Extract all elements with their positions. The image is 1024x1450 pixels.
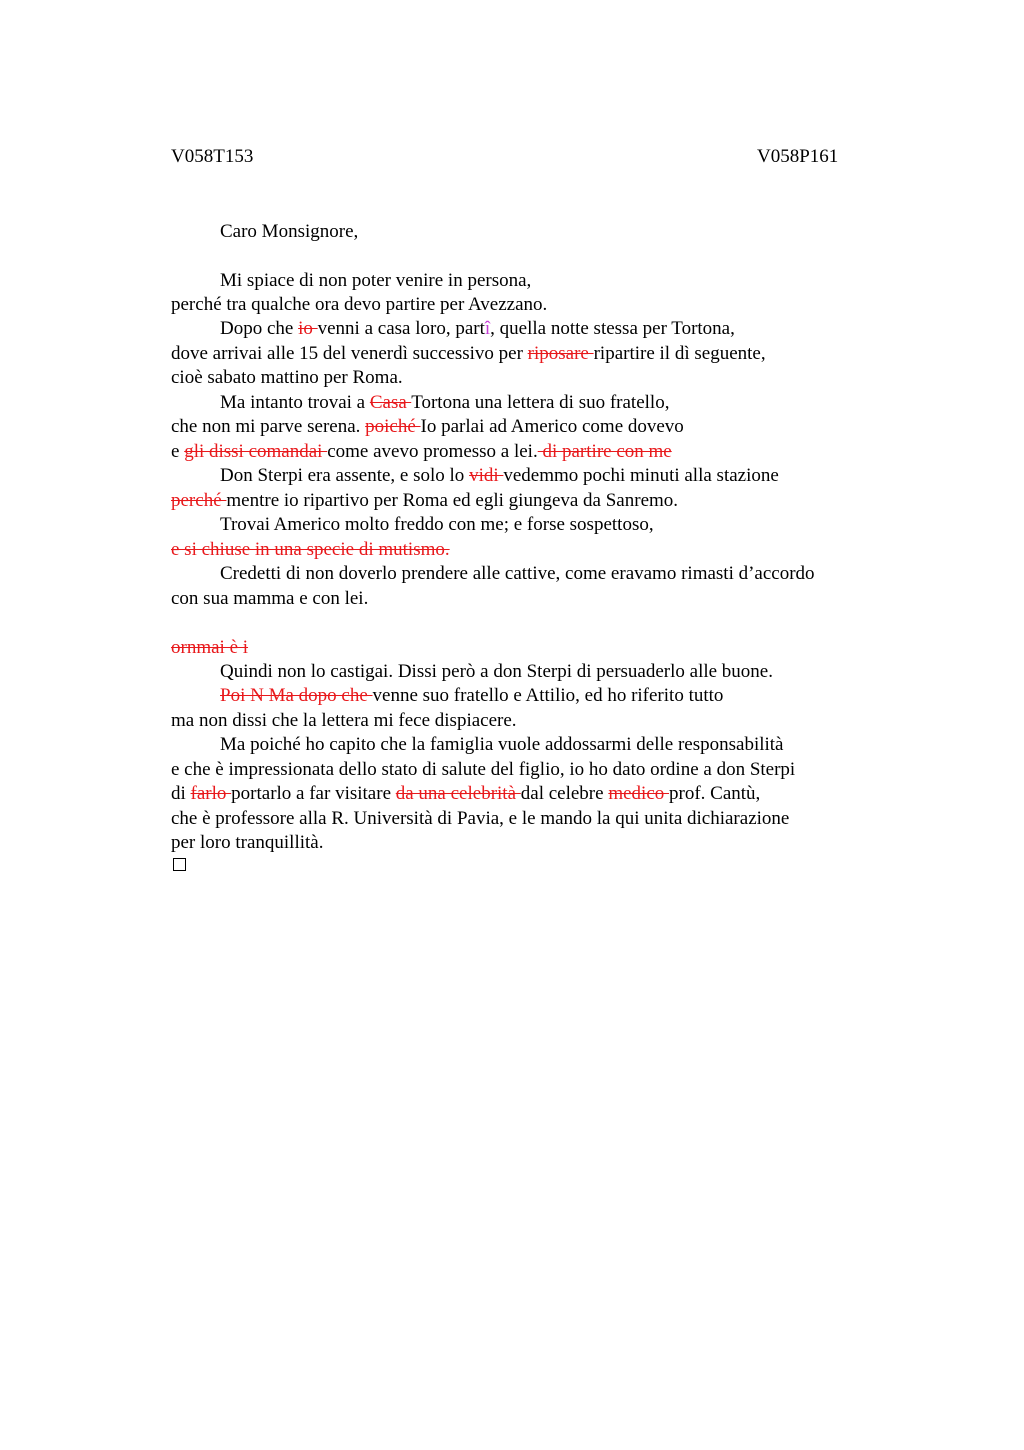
text-segment: , quella notte stessa per Tortona, <box>490 318 735 339</box>
text-segment: Mi spiace di non poter venire in persona, <box>220 270 532 291</box>
letter-line <box>220 391 669 415</box>
text-segment: Don Sterpi era assente, e solo lo <box>220 465 470 486</box>
deleted-text: perché <box>171 490 227 511</box>
letter-line <box>171 636 248 660</box>
deleted-text: Poi N Ma dopo che <box>220 685 373 706</box>
header-left-code: V058T153 <box>171 146 254 167</box>
letter-line <box>171 831 323 855</box>
letter-line <box>171 440 672 464</box>
text-segment: Trovai Americo molto freddo con me; e forse sospettoso, <box>220 514 654 535</box>
deleted-text: di partire con me <box>537 441 672 462</box>
text-segment: venni a casa loro, part <box>317 318 485 339</box>
deleted-text: farlo <box>190 783 232 804</box>
deleted-text: io <box>298 318 318 339</box>
deleted-text: medico <box>608 783 670 804</box>
letter-line <box>220 562 815 586</box>
text-segment: Ma intanto trovai a <box>220 392 370 413</box>
letter-line <box>220 513 654 537</box>
letter-line <box>171 415 684 439</box>
letter-line <box>171 709 517 733</box>
text-segment: di <box>171 783 191 804</box>
letter-line <box>220 317 735 341</box>
letter-line <box>220 464 779 488</box>
text-segment: vedemmo pochi minuti alla stazione <box>503 465 779 486</box>
letter-line <box>171 489 678 513</box>
letter-line <box>171 293 547 317</box>
deleted-text: ornmai è i <box>171 637 249 658</box>
text-segment: Dopo che <box>220 318 299 339</box>
text-segment: ma non dissi che la lettera mi fece dispiacere. <box>171 710 517 731</box>
text-segment: con sua mamma e con lei. <box>171 588 369 609</box>
salutation: Caro Monsignore, <box>220 221 359 242</box>
text-segment: come avevo promesso a lei. <box>327 441 538 462</box>
letter-line <box>171 366 403 390</box>
text-segment: Credetti di non doverlo prendere alle cattive, come eravamo rimasti d’accordo <box>220 563 815 584</box>
deleted-text: poiché <box>365 416 421 437</box>
text-segment: Tortona una lettera di suo fratello, <box>411 392 670 413</box>
text-segment: che non mi parve serena. <box>171 416 366 437</box>
text-segment: venne suo fratello e Attilio, ed ho riferito tutto <box>372 685 724 706</box>
header-right-code: V058P161 <box>757 146 839 167</box>
letter-line <box>171 538 450 562</box>
deleted-text: da una celebrità <box>395 783 521 804</box>
text-segment: mentre io ripartivo per Roma ed egli giungeva da Sanremo. <box>226 490 679 511</box>
letter-line <box>220 684 723 708</box>
square-box-icon <box>173 858 186 871</box>
inserted-text: î <box>484 318 491 339</box>
text-segment: dove arrivai alle 15 del venerdì successivo per <box>171 343 528 364</box>
deleted-text: Casa <box>369 392 412 413</box>
deleted-text: e si chiuse in una specie di mutismo. <box>171 539 450 560</box>
text-segment: e che è impressionata dello stato di salute del figlio, io ho dato ordine a don Sterpi <box>171 759 796 780</box>
letter-line <box>220 733 784 757</box>
text-segment: e <box>171 441 185 462</box>
letter-line <box>171 587 368 611</box>
text-segment: Quindi non lo castigai. Dissi però a don Sterpi di persuaderlo alle buone. <box>220 661 773 682</box>
text-segment: perché tra qualche ora devo partire per Avezzano. <box>171 294 548 315</box>
text-segment: per loro tranquillità. <box>171 832 324 853</box>
text-segment: Io parlai ad Americo come dovevo <box>420 416 684 437</box>
text-segment: cioè sabato mattino per Roma. <box>171 367 403 388</box>
deleted-text: vidi <box>469 465 504 486</box>
letter-line <box>171 342 766 366</box>
letter-line <box>171 758 795 782</box>
letter-line <box>220 269 531 293</box>
deleted-text: riposare <box>527 343 594 364</box>
text-segment: prof. Cantù, <box>669 783 761 804</box>
deleted-text: gli dissi comandai <box>184 441 328 462</box>
text-segment: Ma poiché ho capito che la famiglia vuole addossarmi delle responsabilità <box>220 734 784 755</box>
letter-line <box>171 782 760 806</box>
text-segment: ripartire il dì seguente, <box>593 343 766 364</box>
text-segment: che è professore alla R. Università di Pavia, e le mando la qui unita dichiarazione <box>171 808 790 829</box>
letter-line <box>171 807 789 831</box>
text-segment: portarlo a far visitare <box>231 783 396 804</box>
text-segment: dal celebre <box>520 783 609 804</box>
letter-line <box>220 660 773 684</box>
